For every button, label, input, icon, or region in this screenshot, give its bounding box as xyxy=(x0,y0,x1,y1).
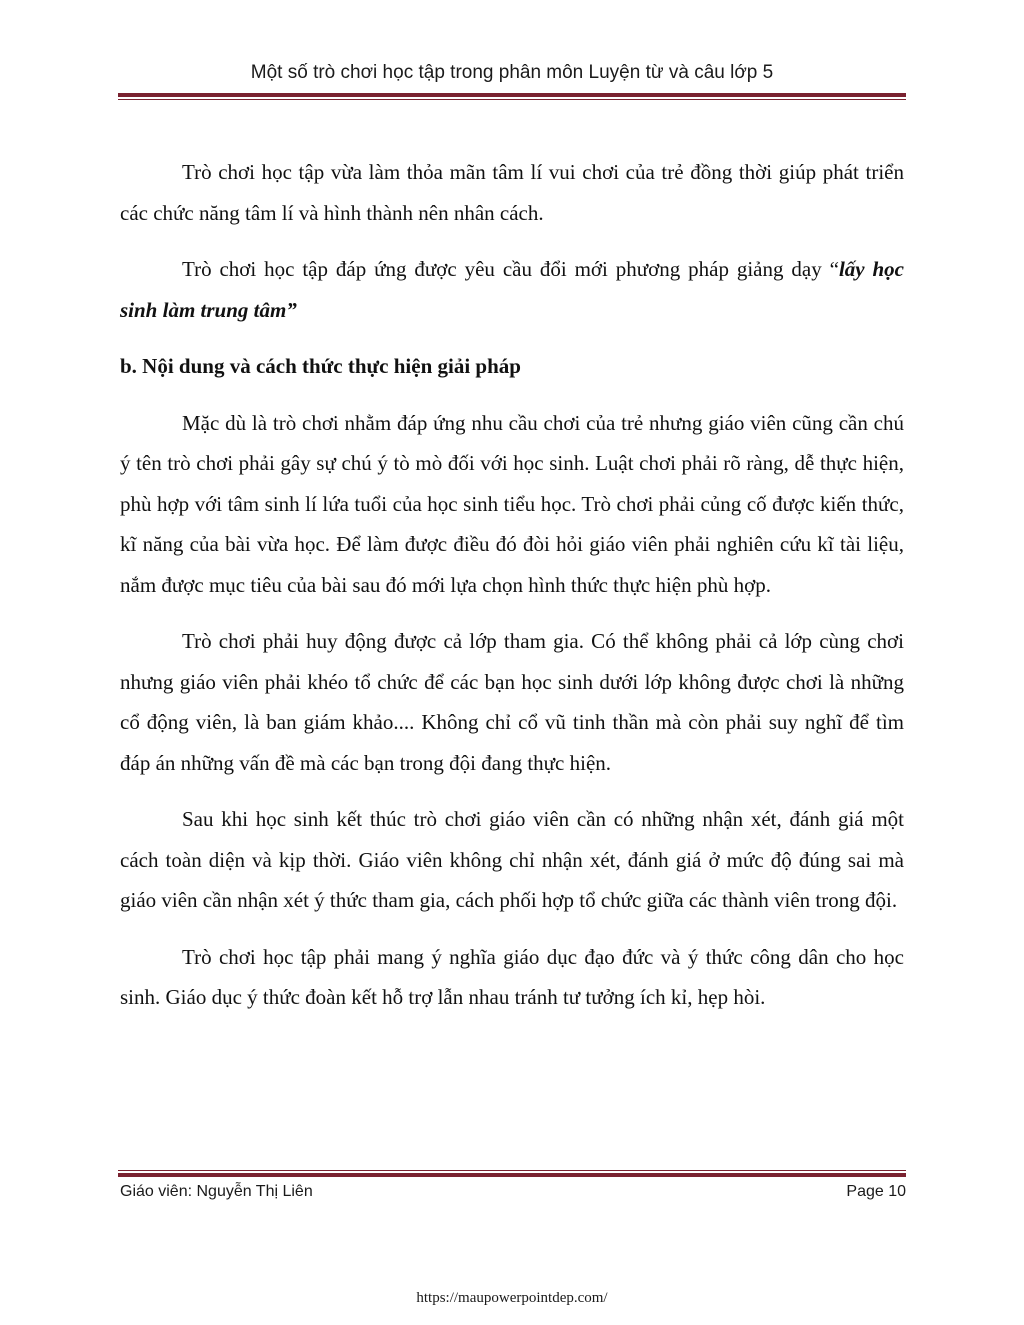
page-header-title: Một số trò chơi học tập trong phân môn Luyện từ và câu lớp 5 xyxy=(250,62,774,83)
document-body xyxy=(120,152,904,1034)
paragraph-2-lead: Trò chơi học tập đáp ứng được yêu cầu đổi mới phương pháp giảng dạy “ xyxy=(182,257,839,281)
footer-rule-thin xyxy=(118,1170,906,1171)
paragraph-6: Trò chơi học tập phải mang ý nghĩa giáo dục đạo đức và ý thức công dân cho học sinh. Giáo dục ý thức đoàn kết hỗ trợ lẫn nhau tránh tư tưởng ích kỉ, hẹp hòi. xyxy=(120,944,904,1009)
footer-teacher: Giáo viên: Nguyễn Thị Liên xyxy=(120,1183,313,1200)
paragraph-4: Trò chơi phải huy động được cả lớp tham gia. Có thể không phải cả lớp cùng chơi nhưng giáo viên phải khéo tổ chức để các bạn học sinh dưới lớp không được chơi là những cổ động viên, là ban giám khảo.... Không chỉ cổ vũ tinh thần mà còn phải suy nghĩ để tìm đáp án những vấn đề mà các bạn trong đội đang thực hiện. xyxy=(120,629,904,775)
paragraph-5: Sau khi học sinh kết thúc trò chơi giáo viên cần có những nhận xét, đánh giá một cách toàn diện và kịp thời. Giáo viên không chỉ nhận xét, đánh giá ở mức độ đúng sai mà giáo viên cần nhận xét ý thức tham gia, cách phối hợp tổ chức giữa các thành viên trong đội. xyxy=(120,807,904,912)
paragraph-2 xyxy=(120,249,904,330)
footer-rule-thick xyxy=(118,1173,906,1177)
section-heading-b: b. Nội dung và cách thức thực hiện giải pháp xyxy=(120,354,521,378)
header-rule-thick xyxy=(118,93,906,97)
paragraph-2-emphasis: lấy học sinh làm trung tâm” xyxy=(120,257,904,322)
paragraph-1: Trò chơi học tập vừa làm thỏa mãn tâm lí vui chơi của trẻ đồng thời giúp phát triển các chức năng tâm lí và hình thành nên nhân cách. xyxy=(120,160,904,225)
footer-page-number: Page 10 xyxy=(846,1183,906,1200)
header-rule-thin xyxy=(118,99,906,100)
paragraph-3: Mặc dù là trò chơi nhằm đáp ứng nhu cầu chơi của trẻ nhưng giáo viên cũng cần chú ý tên trò chơi phải gây sự chú ý tò mò đối với học sinh. Luật chơi phải rõ ràng, dễ thực hiện, phù hợp với tâm sinh lí lứa tuổi của học sinh tiểu học. Trò chơi phải củng cố được kiến thức, kĩ năng của bài vừa học. Để làm được điều đó đòi hỏi giáo viên phải nghiên cứu kĩ tài liệu, nắm được mục tiêu của bài sau đó mới lựa chọn hình thức thực hiện phù hợp. xyxy=(120,410,904,597)
source-url: https://maupowerpointdep.com/ xyxy=(416,1290,608,1306)
